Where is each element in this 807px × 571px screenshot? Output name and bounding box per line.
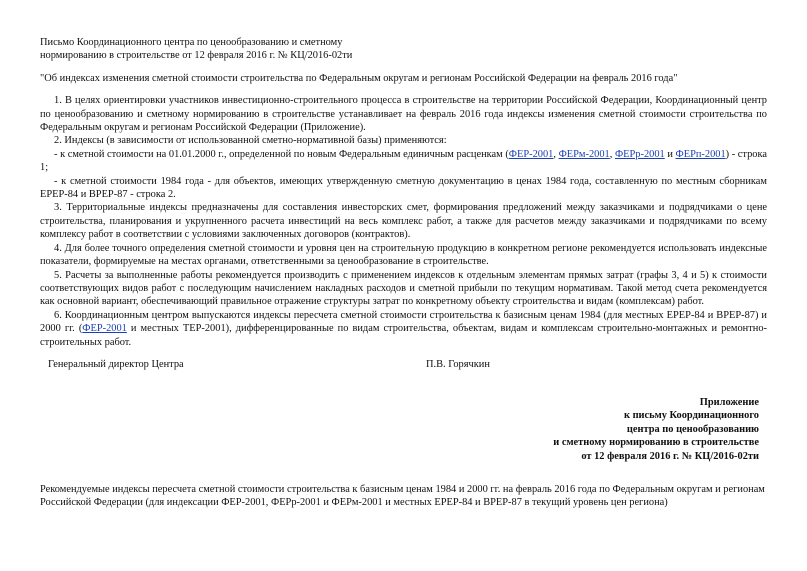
link-ferr-2001[interactable]: ФЕРр-2001 bbox=[614, 148, 665, 160]
paragraph-6-text-end: и местных ТЕР-2001), дифференцированные по видам строительства, объектам, видам и комплексам строительно-монтажных и ремонтно-строительных работ. bbox=[40, 323, 767, 348]
paragraph-2a-text-start: - к сметной стоимости на 01.01.2000 г., определенной по новым Федеральным единичным расценкам ( bbox=[54, 148, 509, 160]
link-fer-2001[interactable]: ФЕР-2001 bbox=[82, 323, 127, 335]
link-ferm-2001[interactable]: ФЕРм-2001 bbox=[558, 148, 610, 160]
paragraph-5: 5. Расчеты за выполненные работы рекомендуется производить с применением индексов к отдельным элементам прямых затрат (графы 3, 4 и 5) к стоимости соответствующих видов работ с последующим начислением накладных расходов и сметной прибыли по текущим нормативам. Такой метод счета рекомендуется как основной вариант, обеспечивающий правильное отражение структуры затрат по конкретному объекту строительства и видам (комплексам) работ. bbox=[40, 269, 767, 308]
signatory-position: Генеральный директор Центра bbox=[48, 358, 184, 370]
paragraph-2a bbox=[40, 148, 767, 175]
appendix-line-1: Приложение bbox=[699, 396, 759, 408]
paragraph-6 bbox=[40, 309, 767, 349]
letter-header bbox=[40, 36, 767, 63]
paragraph-4: 4. Для более точного определения сметной стоимости и уровня цен на строительную продукцию в конкретном регионе рекомендуется использовать индексные показатели, формируемые на местах органами, ответственными за ценообразование в строительстве. bbox=[40, 242, 767, 268]
separator: , bbox=[609, 148, 615, 160]
letter-title: "Об индексах изменения сметной стоимости строительства по Федеральным округам и регионам Российской Федерации на февраль 2016 года" bbox=[40, 72, 678, 84]
appendix-heading bbox=[40, 396, 767, 463]
document bbox=[40, 36, 767, 510]
paragraph-6-text-start: 6. Координационным центром выпускаются индексы пересчета сметной стоимости строительства к базисным ценам 1984 (для местных ЕРЕР-84 и ВРЕР-87) и 2000 гг. ( bbox=[40, 309, 767, 335]
paragraph-1: 1. В целях ориентировки участников инвестиционно-строительного процесса в строительстве на территории Российской Федерации, Координационный центр по ценообразованию и сметному нормированию в строительстве устанавливает на февраль 2016 года индексы изменения сметной стоимости строительства по Федеральным округам и регионам Российской Федерации (Приложение). bbox=[40, 95, 767, 134]
separator: , bbox=[553, 148, 559, 160]
header-line-1: Письмо Координационного центра по ценообразованию и сметному bbox=[40, 37, 343, 48]
link-fer-2001[interactable]: ФЕР-2001 bbox=[508, 148, 554, 160]
paragraph-3: 3. Территориальные индексы предназначены для составления инвесторских смет, формирования предложений между заказчиками и подрядчиками о цене строительства, планирования и укрупненного расчета инвестиций на весь комплекс работ, а также для расчетов между заказчиками и подрядчиками по всему комплексу работ в соответствии с условиями заключенных договоров (контрактов). bbox=[40, 202, 767, 241]
paragraph-2a-text-end: ) - строка 1; bbox=[40, 148, 767, 174]
recommendation-title: Рекомендуемые индексы пересчета сметной стоимости строительства к базисным ценам 1984 и 2000 гг. на февраль 2016 года по Федеральным округам и регионам Российской Федерации (для индексации ФЕР-2001, ФЕРр-2001 и ФЕРм-2001 и местных ЕРЕР-84 и ВРЕР-87 в текущий уровень цен региона) bbox=[40, 483, 765, 509]
appendix-line-3: центра по ценообразованию bbox=[626, 423, 759, 435]
link-ferp-2001[interactable]: ФЕРп-2001 bbox=[675, 148, 726, 160]
signature-block bbox=[48, 358, 767, 372]
paragraph-2: 2. Индексы (в зависимости от использованной сметно-нормативной базы) применяются: bbox=[54, 135, 447, 147]
paragraph-2b: - к сметной стоимости 1984 года - для объектов, имеющих утвержденную сметную документацию в ценах 1984 года, составленную по местным сборникам ЕРЕР-84 и ВРЕР-87 - строка 2. bbox=[40, 175, 767, 201]
appendix-line-2: к письму Координационного bbox=[623, 410, 759, 422]
appendix-line-5: от 12 февраля 2016 г. № КЦ/2016-02ти bbox=[581, 450, 759, 462]
appendix-line-4: и сметному нормированию в строительстве bbox=[553, 437, 759, 449]
conjunction: и bbox=[664, 148, 676, 160]
signatory-name: П.В. Горячкин bbox=[426, 358, 490, 370]
header-line-2: нормированию в строительстве от 12 февраля 2016 г. № КЦ/2016-02ти bbox=[40, 50, 353, 62]
